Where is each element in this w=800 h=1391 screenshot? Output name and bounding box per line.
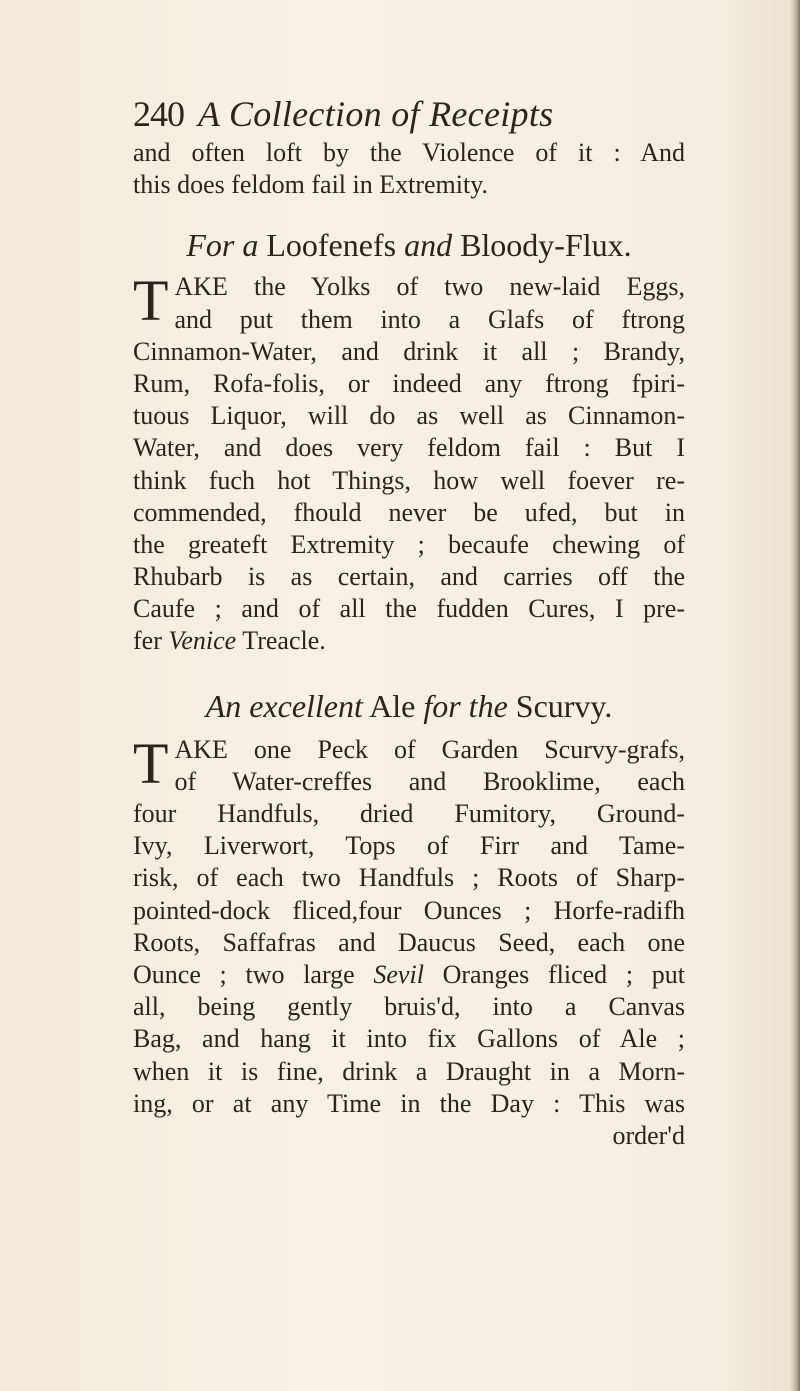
recipe-flux	[133, 268, 685, 657]
recipe-scurvy-line: AKE one Peck of Garden Scurvy-grafs,	[174, 734, 685, 764]
recipe-flux-line: Rhubarb is as certain, and carries off the	[133, 562, 685, 592]
sevil-it: Sevil	[373, 959, 424, 989]
heading-scurvy-it2: for the	[423, 687, 508, 724]
recipe-flux-line: think fuch hot Things, how well foever re-	[133, 465, 685, 495]
sevil-post: Oranges fliced ; put	[423, 959, 685, 989]
intro-line-1: and often loft by the Violence of it : And	[133, 138, 685, 167]
heading-scurvy-post: Scurvy.	[507, 687, 613, 724]
section-heading-flux	[133, 225, 685, 265]
heading-flux-post: Bloody-Flux.	[452, 227, 632, 264]
recipe-flux-line: Cinnamon-Water, and drink it all ; Brandy,	[133, 336, 685, 366]
dropcap-flux: T	[133, 268, 169, 334]
heading-flux-mid: Loofenefs	[258, 227, 405, 264]
recipe-flux-last-line	[133, 625, 685, 657]
heading-flux-pre: For a	[186, 227, 259, 264]
spacer	[133, 726, 685, 734]
page-body	[133, 137, 685, 1152]
recipe-flux-line: tuous Liquor, will do as well as Cinnamon-	[133, 401, 685, 431]
sevil-pre: Ounce ; two large	[133, 959, 374, 989]
heading-flux-it: and	[404, 227, 453, 264]
intro-line-2: this does feldom fail in Extremity.	[133, 170, 489, 200]
running-title: A Collection of Receipts	[198, 94, 554, 134]
flux-last-it: Venice	[168, 626, 237, 656]
spacer	[133, 658, 685, 686]
recipe-scurvy-line: Bag, and hang it into fix Gallons of Ale ;	[133, 1024, 685, 1054]
recipe-scurvy-line: of Water-creffes and Brooklime, each	[174, 766, 685, 796]
recipe-scurvy-line: ing, or at any Time in the Day : This was	[133, 1088, 685, 1118]
spacer	[133, 201, 685, 225]
recipe-scurvy-line: all, being gently bruis'd, into a Canvas	[133, 992, 685, 1022]
recipe-flux-line: Water, and does very feldom fail : But I	[133, 433, 685, 463]
flux-last-pre: fer	[133, 626, 169, 656]
recipe-flux-line: commended, fhould never be ufed, but in	[133, 497, 685, 527]
recipe-scurvy-line: pointed-dock fliced,four Ounces ; Horfe-radifh	[133, 895, 685, 925]
recipe-scurvy-line: four Handfuls, dried Fumitory, Ground-	[133, 799, 685, 828]
recipe-scurvy-sevil-line	[133, 959, 685, 991]
recipe-scurvy-line: when it is fine, drink a Draught in a Morn-	[133, 1056, 685, 1086]
recipe-flux-line: Rum, Rofa-folis, or indeed any ftrong fpiri-	[133, 368, 685, 398]
flux-last-post: Treacle.	[236, 626, 326, 656]
dropcap-scurvy: T	[133, 730, 169, 796]
page-number: 240	[133, 94, 184, 134]
section-heading-scurvy	[133, 686, 685, 726]
recipe-flux-line: the greateft Extremity ; becaufe chewing of	[133, 529, 685, 559]
heading-scurvy-mid: Ale	[362, 687, 424, 724]
recipe-scurvy-line: Roots, Saffafras and Daucus Seed, each one	[133, 927, 685, 957]
catchword: order'd	[612, 1120, 685, 1150]
recipe-flux-line: and put them into a Glafs of ftrong	[174, 304, 685, 334]
recipe-scurvy-line: risk, of each two Handfuls ; Roots of Sharp-	[133, 863, 685, 893]
recipe-flux-line: Caufe ; and of all the fudden Cures, I pre-	[133, 594, 685, 624]
recipe-scurvy	[133, 730, 685, 1152]
running-header	[133, 92, 693, 136]
heading-scurvy-it1: An excellent	[205, 687, 363, 724]
recipe-scurvy-line: Ivy, Liverwort, Tops of Firr and Tame-	[133, 831, 685, 861]
page-edge-shadow	[790, 0, 800, 1391]
recipe-flux-line: AKE the Yolks of two new-laid Eggs,	[174, 272, 685, 302]
